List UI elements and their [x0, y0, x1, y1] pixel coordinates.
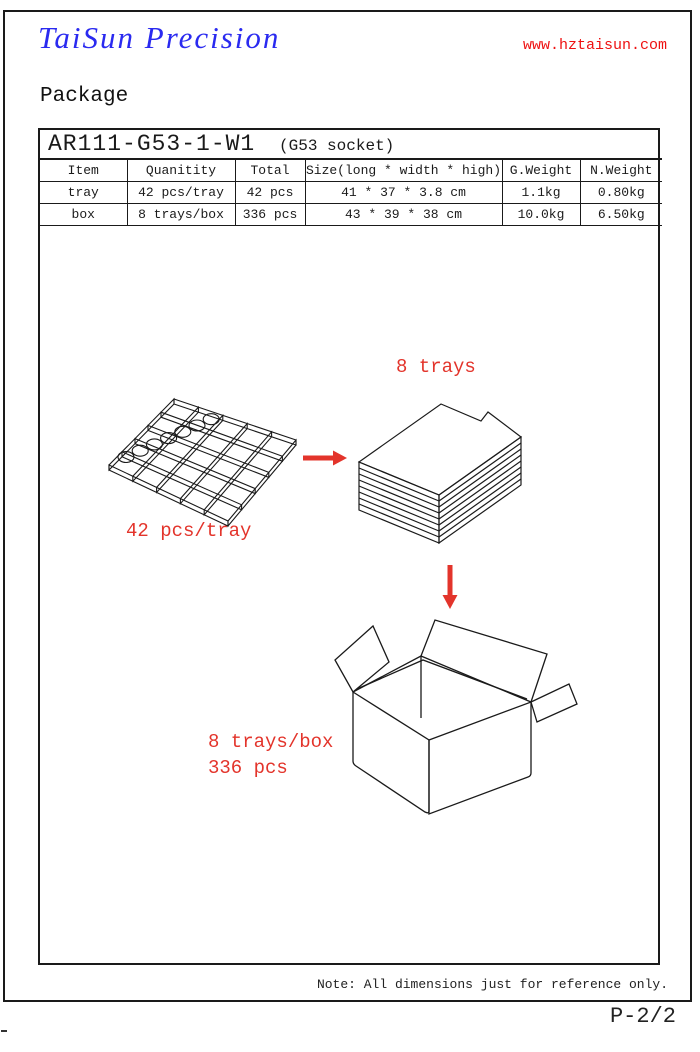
- col-header-quantity: Quanitity: [127, 159, 235, 181]
- cell-tray-size: 41 * 37 * 3.8 cm: [305, 181, 502, 203]
- col-header-total: Total: [235, 159, 305, 181]
- part-socket-type: (G53 socket): [279, 137, 395, 155]
- cell-box-quantity: 8 trays/box: [127, 203, 235, 225]
- part-number: AR111-G53-1-W1: [48, 131, 256, 157]
- section-title: Package: [40, 85, 129, 108]
- box-label-line2: 336 pcs: [208, 757, 288, 779]
- table-row-tray: [40, 181, 662, 203]
- page-number: P-2/2: [609, 1004, 676, 1029]
- website-url: www.hztaisun.com: [522, 37, 667, 54]
- table-row-box: [40, 203, 662, 225]
- cell-box-total: 336 pcs: [235, 203, 305, 225]
- table-title-cell: [40, 130, 662, 159]
- cell-box-gross-weight: 10.0kg: [502, 203, 580, 225]
- tray-diagram: [106, 393, 301, 533]
- col-header-size: Size(long * width * high): [305, 159, 502, 181]
- col-header-gross-weight: G.Weight: [502, 159, 580, 181]
- stack-label: 8 trays: [396, 356, 476, 378]
- col-header-item: Item: [40, 159, 127, 181]
- stack-diagram: [353, 390, 528, 550]
- box-diagram: [333, 618, 578, 823]
- cell-box-net-weight: 6.50kg: [580, 203, 662, 225]
- content-box: [38, 128, 660, 965]
- tray-label: 42 pcs/tray: [126, 520, 252, 542]
- arrow-down-icon: [440, 563, 460, 611]
- cell-tray-quantity: 42 pcs/tray: [127, 181, 235, 203]
- table-title-row: [40, 130, 662, 159]
- cell-tray-item: tray: [40, 181, 127, 203]
- cell-tray-total: 42 pcs: [235, 181, 305, 203]
- col-header-net-weight: N.Weight: [580, 159, 662, 181]
- stray-scan-mark: [1, 1030, 7, 1032]
- cell-tray-net-weight: 0.80kg: [580, 181, 662, 203]
- cell-box-item: box: [40, 203, 127, 225]
- arrow-right-icon: [301, 448, 349, 468]
- cell-tray-gross-weight: 1.1kg: [502, 181, 580, 203]
- table-header-row: [40, 159, 662, 181]
- box-label-line1: 8 trays/box: [208, 731, 334, 753]
- cell-box-size: 43 * 39 * 38 cm: [305, 203, 502, 225]
- package-spec-table: [40, 130, 662, 226]
- reference-note: Note: All dimensions just for reference only.: [316, 977, 668, 992]
- company-logo: TaiSun Precision: [38, 20, 281, 55]
